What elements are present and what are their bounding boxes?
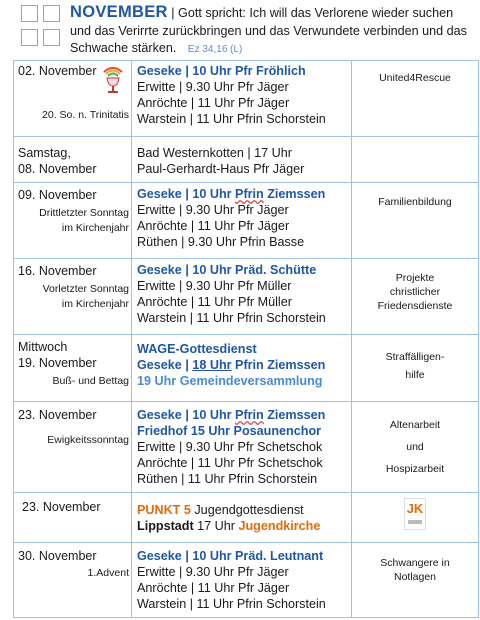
- service-line: Geseke | 10 Uhr Präd. Leutnant: [137, 549, 324, 563]
- service-line: [132, 357, 351, 373]
- service-text: Lippstadt: [137, 519, 194, 533]
- service-line: Erwitte | 9.30 Uhr Pfr Schetschok: [137, 440, 323, 454]
- header-square: [21, 5, 38, 22]
- sunday-name: 1.Advent: [87, 567, 129, 579]
- table-row: [14, 402, 479, 493]
- service-text: 18 Uhr: [192, 358, 232, 372]
- table-row: [14, 543, 479, 618]
- service-text: Geseke | 10 Uhr: [137, 408, 236, 422]
- service-line: 19 Uhr Gemeindeversammlung: [137, 374, 323, 388]
- date-label: 23. November: [22, 500, 101, 514]
- service-line: [132, 502, 351, 518]
- service-text: Jugendgottesdienst: [190, 503, 304, 517]
- header-square: [43, 5, 60, 22]
- sunday-name: 20. So. n. Trinitatis: [42, 109, 129, 121]
- sunday-name: Drittletzter Sonntag: [39, 207, 129, 219]
- service-line: Warstein | 11 Uhr Pfrin Schorstein: [137, 112, 326, 126]
- service-text: Ziemssen: [263, 408, 326, 422]
- date-label: 09. November: [18, 188, 97, 202]
- collection-purpose: United4Rescue: [379, 72, 451, 84]
- table-row: [14, 493, 479, 543]
- service-text: Pfrin: [235, 187, 264, 201]
- table-row: [14, 183, 479, 259]
- service-text: Geseke | 10 Uhr: [137, 187, 236, 201]
- collection-purpose: Familienbildung: [378, 196, 452, 208]
- date-label: 16. November: [18, 264, 97, 278]
- collection-purpose: hilfe: [405, 369, 425, 381]
- service-line: Erwitte | 9.30 Uhr Pfr Jäger: [137, 203, 289, 217]
- date-label: 23. November: [18, 408, 97, 422]
- service-text: Pfrin Ziemssen: [231, 358, 326, 372]
- collection-purpose: Hospizarbeit: [385, 463, 445, 475]
- service-line: Rüthen | 11 Uhr Pfrin Schorstein: [137, 472, 318, 486]
- service-line: Rüthen | 9.30 Uhr Pfrin Basse: [137, 235, 305, 249]
- header-square: [43, 29, 60, 46]
- collection-purpose: christlicher: [389, 286, 441, 298]
- table-row: [14, 137, 479, 183]
- sunday-name: im Kirchenjahr: [61, 298, 129, 310]
- service-line: Geseke | 10 Uhr Pfr Fröhlich: [137, 64, 306, 78]
- service-line: [132, 518, 351, 534]
- service-line: WAGE-Gottesdienst: [137, 342, 257, 356]
- holiday-name: Buß- und Bettag: [52, 375, 129, 387]
- sunday-name: Vorletzter Sonntag: [42, 283, 129, 295]
- service-line: Anröchte | 11 Uhr Pfr Schetschok: [137, 456, 323, 470]
- service-text: 17 Uhr: [193, 519, 239, 533]
- date-label: 19. November: [18, 356, 97, 370]
- verse-text: | Gott spricht: Ich will das Verlorene wieder suchen und das Verirrte zurückbringen und das Verwundete verbinden und das Schwache stärken.: [70, 6, 467, 55]
- service-line: Erwitte | 9.30 Uhr Pfr Jäger: [137, 565, 289, 579]
- header-square: [21, 29, 38, 46]
- service-text: Geseke |: [137, 358, 193, 372]
- date-label: Samstag,: [18, 146, 71, 160]
- collection-purpose: und: [406, 441, 424, 453]
- service-line: Anröchte | 11 Uhr Pfr Jäger: [137, 96, 290, 110]
- table-row: [14, 61, 479, 137]
- service-line: Erwitte | 9.30 Uhr Pfr Müller: [137, 279, 292, 293]
- service-text: PUNKT 5: [137, 503, 191, 517]
- collection-purpose: Projekte: [395, 272, 435, 284]
- collection-purpose: Straffälligen-: [385, 351, 445, 363]
- collection-purpose: Friedensdienste: [377, 300, 453, 312]
- jugendkirche-logo: [404, 498, 426, 530]
- date-label: 08. November: [18, 162, 97, 176]
- service-line: Warstein | 11 Uhr Pfrin Schorstein: [137, 311, 326, 325]
- service-line: Paul-Gerhardt-Haus Pfr Jäger: [137, 162, 305, 176]
- service-plan-table: [13, 60, 479, 618]
- service-line: Anröchte | 11 Uhr Pfr Jäger: [137, 581, 290, 595]
- month-title: NOVEMBER: [70, 3, 168, 21]
- sunday-name: im Kirchenjahr: [61, 222, 129, 234]
- service-line: Warstein | 11 Uhr Pfrin Schorstein: [137, 597, 326, 611]
- monthly-verse: [70, 4, 476, 59]
- sunday-name: Ewigkeitssonntag: [47, 434, 129, 446]
- table-row: [14, 259, 479, 335]
- service-text: Pfrin: [235, 408, 264, 422]
- service-line: Erwitte | 9.30 Uhr Pfr Jäger: [137, 80, 289, 94]
- chalice-rainbow-icon: [100, 67, 126, 95]
- date-label: 30. November: [18, 549, 97, 563]
- service-line: Geseke | 10 Uhr Präd. Schütte: [137, 263, 317, 277]
- verse-reference: Ez 34,16 (L): [187, 44, 243, 55]
- date-label: 02. November: [18, 64, 97, 78]
- date-label: Mittwoch: [18, 340, 68, 354]
- service-line: Bad Westernkotten | 17 Uhr: [137, 146, 292, 160]
- service-line: Anröchte | 11 Uhr Pfr Jäger: [137, 219, 290, 233]
- service-text: Jugendkirche: [238, 519, 321, 533]
- collection-purpose: Schwangere in: [380, 557, 450, 569]
- service-line: [132, 407, 351, 423]
- service-line: [132, 186, 351, 202]
- service-line: Anröchte | 11 Uhr Pfr Müller: [137, 295, 292, 309]
- service-line: Friedhof 15 Uhr Posaunenchor: [137, 424, 322, 438]
- service-text: Ziemssen: [263, 187, 326, 201]
- collection-purpose: Altenarbeit: [389, 419, 441, 431]
- collection-purpose: Notlagen: [393, 571, 437, 583]
- table-row: [14, 335, 479, 402]
- logo-text: JK: [406, 501, 424, 516]
